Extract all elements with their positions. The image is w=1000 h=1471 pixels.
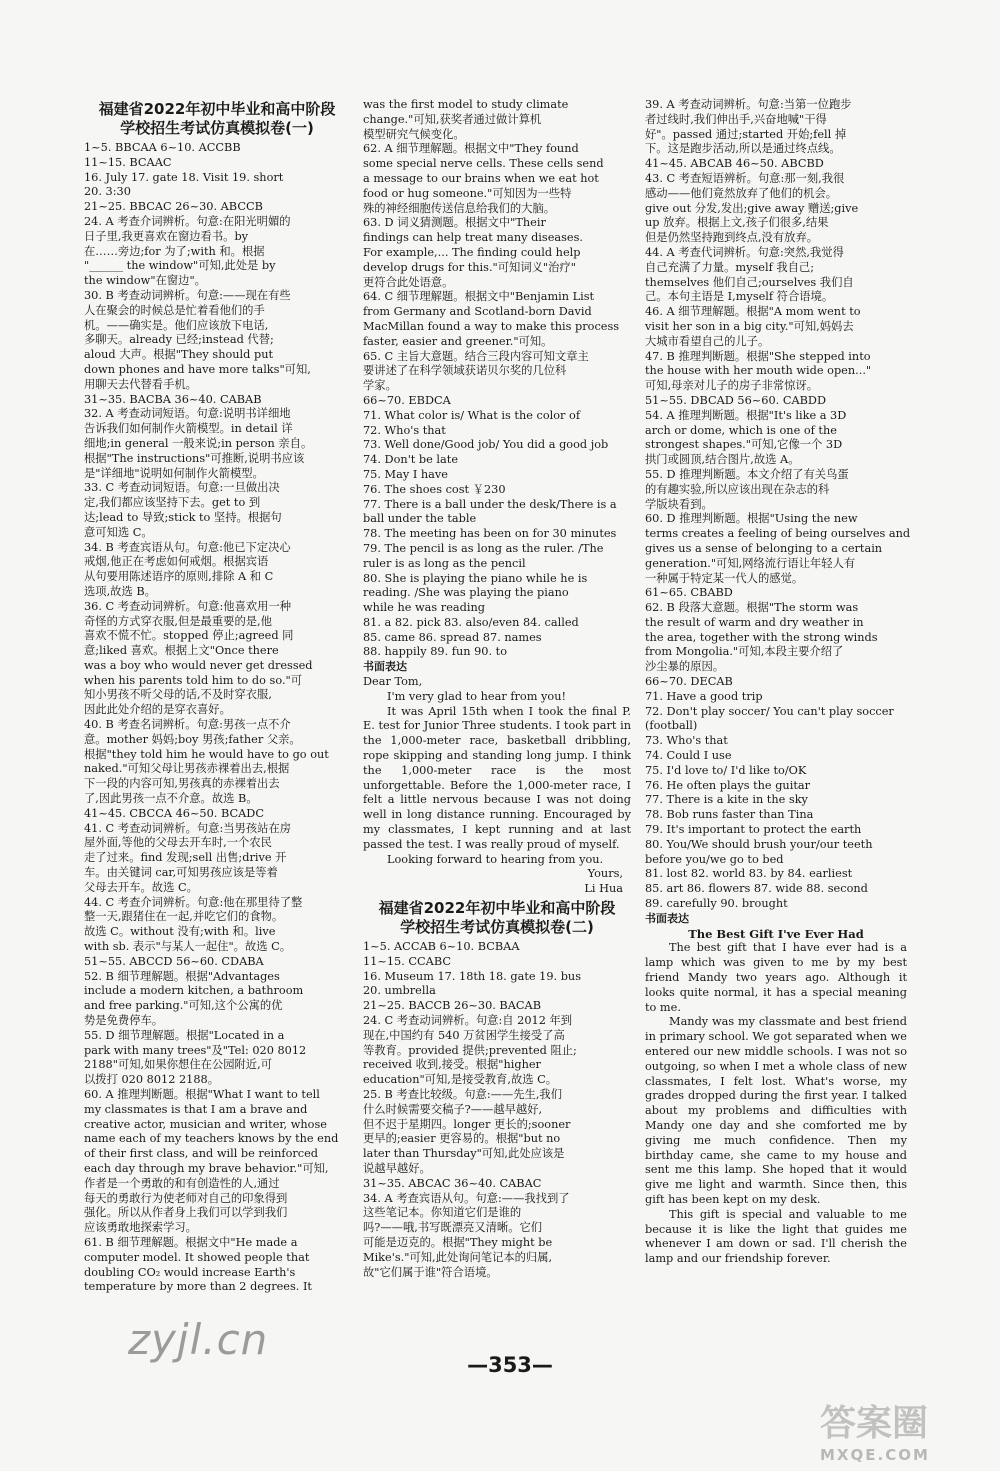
answer-line: 73. Well done/Good job/ You did a good job: [363, 438, 609, 452]
answer-line: develop drugs for this."可知词义"治疗": [363, 260, 576, 274]
answer-line: 可知,母亲对儿子的房子非常惊讶。: [645, 379, 819, 393]
answer-line: 11~15. BCAAC: [84, 155, 172, 169]
answer-line: 说越早越好。: [363, 1161, 431, 1175]
answer-line: 51~55. ABCCD 56~60. CDABA: [84, 954, 264, 968]
answer-list-3: [363, 940, 631, 1280]
answer-line: 34. B 考查宾语从句。句意:他已下定决心: [84, 540, 291, 554]
answer-line: 20. 3:30: [84, 185, 131, 199]
answer-line: 但不迟于星期四。longer 更长的;sooner: [363, 1117, 571, 1131]
answer-line: 79. The pencil is as long as the ruler. /The: [363, 541, 604, 555]
answer-line: 选项,故选 B。: [84, 584, 156, 598]
answer-line: 了,因此男孩一点不介意。故选 B。: [84, 792, 258, 806]
answer-line: 24. C 考查动词辨析。句意:自 2012 年到: [363, 1014, 573, 1028]
answer-line: 但是仍然坚持跑到终点,没有放弃。: [645, 231, 819, 245]
answer-list-2: [363, 98, 631, 660]
answer-line: education"可知,是接受教育,故选 C。: [363, 1073, 558, 1087]
answer-line: each day through my brave behavior."可知,: [84, 1161, 329, 1175]
answer-line: before you/we go to bed: [645, 852, 784, 866]
exam-title-1: 福建省2022年初中毕业和高中阶段 学校招生考试仿真模拟卷(一): [98, 100, 336, 137]
answer-line: 什么时候需要交稿子?——越早越好,: [363, 1102, 543, 1116]
answer-line: food or hug someone."可知因为一些特: [363, 186, 572, 200]
answer-line: MacMillan found a way to make this process: [363, 319, 620, 333]
answer-line: 沙尘暴的原因。: [645, 660, 725, 674]
column-left: [84, 98, 350, 1295]
answer-line: themselves 他们自己;ourselves 我们自: [645, 275, 854, 289]
answer-line: 人在聚会的时候总是忙着看他们的手: [84, 303, 265, 317]
answer-line: 77. There is a kite in the sky: [645, 793, 808, 807]
answer-line: 46. A 细节理解题。根据"A mom went to: [645, 305, 861, 319]
answer-line: 下一段的内容可知,男孩真的赤裸着出去: [84, 777, 280, 791]
answer-line: 现在,中国约有 540 万贫困学生接受了高: [363, 1028, 565, 1042]
answer-line: 74. Don't be late: [363, 453, 459, 467]
answer-list-4: [645, 98, 911, 912]
answer-line: 多聊天。already 已经;instead 代替;: [84, 333, 274, 347]
answer-line: 故"它们属于谁"符合语境。: [363, 1265, 498, 1279]
answer-line: give out 分发,发出;give away 赠送;give: [645, 201, 859, 215]
answer-line: 者过线时,我们伸出手,兴奋地喊"干得: [645, 112, 827, 126]
answer-line: 36. C 考查动词辨析。句意:他喜欢用一种: [84, 599, 292, 613]
answer-line: 85. art 86. flowers 87. wide 88. second: [645, 882, 868, 896]
answer-line: 达;lead to 导致;stick to 坚持。根据句: [84, 510, 282, 524]
answer-line: while he was reading: [363, 601, 485, 615]
answer-line: Mike's."可知,此处询问笔记本的归属,: [363, 1250, 553, 1264]
answer-line: 更早的;easier 更容易的。根据"but no: [363, 1132, 561, 1146]
answer-line: 34. A 考查宾语从句。句意:——我找到了: [363, 1191, 570, 1205]
answer-line: 31~35. BACBA 36~40. CABAB: [84, 392, 262, 406]
answer-line: 78. The meeting has been on for 30 minutes: [363, 527, 617, 541]
answer-line: 16. July 17. gate 18. Visit 19. short: [84, 170, 284, 184]
answer-line: later than Thursday"可知,此处应该是: [363, 1147, 565, 1161]
answer-line: 从句要用陈述语序的原则,排除 A 和 C: [84, 570, 274, 584]
column-right: [645, 98, 911, 1267]
answer-line: when his parents told him to do so."可: [84, 673, 303, 687]
answer-line: the area, together with the strong winds: [645, 630, 878, 644]
answer-line: 整一天,跟猪住在一起,并吃它们的食物。: [84, 910, 284, 924]
answer-line: of their first class, and will be reinforced: [84, 1147, 319, 1161]
answer-line: 好"。passed 通过;started 开始;fell 掉: [645, 127, 847, 141]
answer-line: my classmates is that I am a brave and: [84, 1102, 308, 1116]
answer-line: 的有趣实验,所以应该出现在杂志的科: [645, 482, 830, 496]
letter-signature: Li Hua: [584, 882, 623, 896]
answer-line: findings can help treat many diseases.: [363, 231, 583, 245]
answer-line: 喜欢不慌不忙。stopped 停止;agreed 同: [84, 629, 294, 643]
answer-line: 88. happily 89. fun 90. to: [363, 645, 508, 659]
answer-line: 在……旁边;for 为了;with 和。根据: [84, 244, 265, 258]
answer-line: 21~25. BBCAC 26~30. ABCCB: [84, 200, 263, 214]
answer-line: 31~35. ABCAC 36~40. CABAC: [363, 1176, 542, 1190]
answer-line: 25. B 考查比较级。句意:——先生,我们: [363, 1088, 563, 1101]
answer-line: 根据"they told him he would have to go out: [84, 747, 329, 761]
watermark-url: MXQE.COM: [820, 1446, 930, 1464]
essay-paragraph: Mandy was my classmate and best friend in primary school. We got separated when we entered our new middle schools. I was not so outgoing, so when I met a whole class of new classmates, I felt lost. What's worse, my grades dropped during the first year. I talked about my problems and difficulties with Mandy one day and she comforted me by giving me much confidence. Then my birthday came, she came to my house and sent me this lamp. She hoped that it would give me light and warmth. Since then, this gift has been kept on my desk.: [645, 1015, 907, 1206]
answer-line: 32. A 考查动词短语。句意:说明书详细地: [84, 407, 291, 421]
answer-line: terms creates a feeling of being ourselves and: [645, 527, 911, 541]
answer-line: 以拨打 020 8012 2188。: [84, 1073, 220, 1087]
column-middle: [363, 98, 631, 1280]
page-number: —353—: [467, 1353, 553, 1377]
answer-list-1: [84, 141, 350, 1295]
answer-line: 16. Museum 17. 18th 18. gate 19. bus: [363, 969, 582, 983]
answer-line: 66~70. EBDCA: [363, 393, 451, 407]
answer-line: 机。——确实是。他们应该放下电话,: [84, 318, 269, 332]
watermark-logo: [820, 1395, 990, 1465]
answer-line: 己。本句主语是 I,myself 符合语境。: [645, 290, 834, 304]
answer-line: ball under the table: [363, 512, 477, 526]
letter-closing: Yours,: [587, 867, 623, 881]
answer-line: 24. A 考查介词辨析。句意:在阳光明媚的: [84, 214, 291, 228]
answer-line: strongest shapes."可知,它像一个 3D: [645, 438, 843, 452]
answer-line: 80. She is playing the piano while he is: [363, 571, 588, 585]
letter: [363, 675, 631, 897]
answer-line: 43. C 考查短语辨析。句意:那一刻,我很: [645, 171, 845, 185]
answer-line: 41~45. CBCCA 46~50. BCADC: [84, 806, 265, 820]
answer-line: 33. C 考查动词短语。句意:一旦做出决: [84, 481, 280, 495]
answer-line: 意;liked 喜欢。根据上文"Once there: [84, 644, 279, 658]
answer-line: naked."可知父母让男孩赤裸着出去,根据: [84, 762, 290, 776]
answer-line: 车。由关键词 car,可知男孩应该是等着: [84, 866, 278, 880]
answer-line: 屋外面,等他的父母去开车时,一个农民: [84, 836, 272, 850]
answer-line: 75. I'd love to/ I'd like to/OK: [645, 763, 807, 777]
answer-line: 30. B 考查动词辨析。句意:——现在有些: [84, 288, 291, 302]
answer-line: generation."可知,网络流行语让年轻人有: [645, 556, 856, 570]
answer-line: up 放弃。根据上文,孩子们很多,结果: [645, 216, 829, 230]
answer-line: 64. C 细节理解题。根据文中"Benjamin List: [363, 290, 595, 304]
answer-line: 1~5. ACCAB 6~10. BCBAA: [363, 940, 520, 954]
answer-line: received 收到,接受。根据"higher: [363, 1058, 541, 1072]
answer-line: 要讲述了在科学领域获诺贝尔奖的几位科: [363, 364, 567, 378]
answer-line: was a boy who would never get dressed: [84, 658, 313, 672]
letter-paragraph: It was April 15th when I took the final P. E. test for Junior Three students. I took part in the 1,000-meter race, basketball dribbling, rope skipping and standing long jump. I think the 1,000-meter race is the most unforgettable. Before the 1,000-meter race, I felt a little nervous because I was not doing well in long distance running. Encouraged by my classmates, I kept running and at last passed the test. I was really proud of myself.: [363, 704, 631, 851]
answer-line: park with many trees"及"Tel: 020 8012: [84, 1043, 307, 1057]
answer-line: 71. Have a good trip: [645, 689, 763, 703]
answer-line: faster, easier and greener."可知。: [363, 334, 553, 348]
answer-line: 76. He often plays the guitar: [645, 778, 810, 792]
answer-line: 11~15. CCABC: [363, 954, 451, 968]
answer-line: 81. a 82. pick 83. also/even 84. called: [363, 615, 579, 629]
essay: [645, 941, 907, 1267]
answer-line: arch or dome, which is one of the: [645, 423, 837, 437]
answer-line: some special nerve cells. These cells send: [363, 157, 604, 171]
answer-line: 60. A 推理判断题。根据"What I want to tell: [84, 1088, 320, 1101]
answer-line: 55. D 细节理解题。根据"Located in a: [84, 1028, 285, 1042]
answer-line: (football): [645, 719, 698, 733]
answer-line: include a modern kitchen, a bathroom: [84, 984, 304, 998]
answer-line: 更符合此处语意。: [363, 275, 454, 289]
letter-greeting: Dear Tom,: [363, 675, 423, 689]
answer-line: 细地;in general 一般来说;in person 亲自。: [84, 436, 313, 450]
answer-line: 44. A 考查代词辨析。句意:突然,我觉得: [645, 245, 844, 259]
answer-line: gives us a sense of belonging to a certain: [645, 541, 883, 555]
answer-line: 51~55. DBCAD 56~60. CABDD: [645, 393, 827, 407]
answer-line: 戒烟,他正在考虑如何戒烟。根据宾语: [84, 555, 269, 569]
essay-paragraph: This gift is special and valuable to me because it is like the light that guides me whenever I am down or sad. I'll cherish the lamp and our friendship forever.: [645, 1207, 907, 1266]
answer-line: 44. C 考查介词辨析。句意:他在那里待了整: [84, 895, 303, 909]
answer-line: reading. /She was playing the piano: [363, 586, 569, 600]
answer-line: 55. D 推理判断题。本文介绍了有关鸟蛋: [645, 467, 849, 481]
answer-line: 作者是一个勇敢的和有创造性的人,通过: [84, 1176, 280, 1190]
watermark-stamp: 答案圈: [820, 1403, 929, 1444]
answer-line: 日子里,我更喜欢在窗边看书。by: [84, 229, 249, 243]
answer-line: 77. There is a ball under the desk/There is a: [363, 497, 617, 511]
answer-line: 父母去开车。故选 C。: [84, 880, 198, 894]
answer-line: 感动——他们竟然放弃了他们的机会。: [645, 186, 838, 200]
answer-line: 下。这是跑步活动,所以是通过终点线。: [645, 142, 841, 156]
answer-line: down phones and have more talks"可知,: [84, 362, 311, 376]
answer-line: 学家。: [363, 379, 397, 393]
answer-line: 可能是迈克的。根据"They might be: [363, 1235, 553, 1249]
answer-line: 告诉我们如何制作火箭模型。in detail 详: [84, 422, 293, 436]
answer-line: with sb. 表示"与某人一起住"。故选 C。: [84, 940, 292, 954]
answer-line: 定,我们都应该坚持下去。get to 到: [84, 496, 261, 510]
answer-line: 故选 C。without 没有;with 和。live: [84, 925, 276, 939]
answer-line: 65. C 主旨大意题。结合三段内容可知文章主: [363, 349, 589, 363]
answer-line: 73. Who's that: [645, 734, 728, 748]
answer-line: 66~70. DECAB: [645, 675, 733, 689]
essay-title: The Best Gift I've Ever Had: [688, 926, 864, 941]
answer-line: 72. Don't play soccer/ You can't play soccer: [645, 704, 894, 718]
answer-line: 2188"可知,如果你想住在公园附近,可: [84, 1058, 272, 1072]
answer-line: 52. B 细节理解题。根据"Advantages: [84, 969, 280, 983]
essay-paragraph: The best gift that I have ever had is a lamp which was given to me by my best friend Mandy two years ago. Although it looks quite normal, it has a special meaning to me.: [645, 941, 907, 1014]
answer-line: from Mongolia."可知,本段主要介绍了: [645, 645, 844, 659]
answer-line: 一种属于特定某一代人的感觉。: [645, 571, 804, 585]
answer-line: 是"详细地"说明如何制作火箭模型。: [84, 466, 264, 480]
answer-line: 78. Bob runs faster than Tina: [645, 808, 814, 822]
answer-line: 85. came 86. spread 87. names: [363, 630, 542, 644]
answer-line: 根据"The instructions"可推断,说明书应该: [84, 451, 305, 465]
answer-line: 知小男孩不听父母的话,不及时穿衣服,: [84, 688, 272, 702]
answer-line: 每天的勇敢行为使老师对自己的印象得到: [84, 1191, 288, 1205]
letter-paragraph: I'm very glad to hear from you!: [387, 689, 567, 703]
answer-line: 80. You/We should brush your/our teeth: [645, 837, 873, 851]
watermark-site: zyjl.cn: [128, 1315, 269, 1364]
answer-line: 72. Who's that: [363, 423, 446, 437]
answer-line: 大城市看望自己的儿子。: [645, 334, 770, 348]
answer-line: 走了过来。find 发现;sell 出售;drive 开: [84, 851, 287, 865]
answer-line: from Germany and Scotland-born David: [363, 305, 592, 319]
answer-line: 41. C 考查动词辨析。句意:当男孩站在房: [84, 821, 292, 835]
answer-line: 学版块看到。: [645, 497, 713, 511]
answer-line: 强化。所以从作者身上我们可以学到我们: [84, 1206, 288, 1220]
answer-line: 1~5. BBCAA 6~10. ACCBB: [84, 141, 241, 154]
answer-line: 20. umbrella: [363, 984, 436, 998]
answer-line: 79. It's important to protect the earth: [645, 823, 862, 837]
answer-line: 75. May I have: [363, 467, 448, 481]
answer-line: "______ the window"可知,此处是 by: [84, 259, 276, 273]
writing-heading: 书面表达: [645, 911, 689, 925]
answer-line: 这些笔记本。你知道它们是谁的: [363, 1206, 522, 1220]
answer-line: 势是免费停车。: [84, 1014, 164, 1028]
answer-line: change."可知,获奖者通过做计算机: [363, 112, 542, 126]
answer-line: creative actor, musician and writer, whose: [84, 1117, 327, 1131]
answer-line: 用聊天去代替看手机。: [84, 377, 197, 391]
answer-line: 拱门或圆顶,结合图片,故选 A。: [645, 453, 800, 467]
writing-heading: 书面表达: [363, 660, 407, 674]
answer-line: 62. B 段落大意题。根据"The storm was: [645, 601, 859, 615]
answer-line: was the first model to study climate: [363, 98, 569, 111]
answer-line: 意。mother 妈妈;boy 男孩;father 父亲。: [84, 732, 301, 746]
answer-line: ruler is as long as the pencil: [363, 556, 526, 570]
answer-line: the result of warm and dry weather in: [645, 615, 864, 629]
answer-line: 模型研究气候变化。: [363, 127, 465, 141]
answer-line: computer model. It showed people that: [84, 1250, 310, 1264]
answer-line: name each of my teachers knows by the end: [84, 1132, 339, 1146]
answer-line: 61~65. CBABD: [645, 586, 733, 600]
exam-title-2: 福建省2022年初中毕业和高中阶段 学校招生考试仿真模拟卷(二): [378, 899, 616, 937]
answer-line: 殊的神经细胞传送信息给我们的大脑。: [363, 201, 556, 215]
answer-line: 61. B 细节理解题。根据文中"He made a: [84, 1235, 298, 1249]
letter-paragraph: Looking forward to hearing from you.: [387, 852, 604, 866]
answer-line: 62. A 细节理解题。根据文中"They found: [363, 142, 579, 156]
answer-line: 吗?——哦,书写既漂亮又清晰。它们: [363, 1221, 543, 1235]
answer-line: 39. A 考查动词辨析。句意:当第一位跑步: [645, 98, 852, 111]
answer-line: 81. lost 82. world 83. by 84. earliest: [645, 867, 853, 881]
answer-line: 自己充满了力量。myself 我自己;: [645, 260, 815, 274]
answer-line: a message to our brains when we eat hot: [363, 171, 599, 185]
answer-line: visit her son in a big city."可知,妈妈去: [645, 319, 854, 333]
answer-line: 21~25. BACCB 26~30. BACAB: [363, 999, 541, 1013]
answer-line: 47. B 推理判断题。根据"She stepped into: [645, 349, 871, 363]
answer-line: For example,... The finding could help: [363, 245, 581, 259]
answer-line: 等教育。provided 提供;prevented 阻止;: [363, 1043, 577, 1057]
answer-line: and free parking."可知,这个公寓的优: [84, 999, 283, 1013]
answer-line: 41~45. ABCAB 46~50. ABCBD: [645, 157, 824, 171]
answer-line: aloud 大声。根据"They should put: [84, 348, 274, 362]
answer-line: 意可知选 C。: [84, 525, 153, 539]
answer-line: 74. Could I use: [645, 749, 732, 763]
answer-line: 奇怪的方式穿衣服,但是最重要的是,他: [84, 614, 272, 628]
answer-line: 63. D 词义猜测题。根据文中"Their: [363, 216, 546, 230]
answer-line: 76. The shoes cost ￥230: [363, 482, 506, 496]
answer-line: temperature by more than 2 degrees. It: [84, 1280, 312, 1294]
answer-line: 40. B 考查名词辨析。句意:男孩一点不介: [84, 718, 291, 732]
answer-line: 因此此处介绍的是穿衣喜好。: [84, 703, 231, 717]
answer-line: the house with her mouth wide open...": [645, 364, 872, 378]
answer-line: 71. What color is/ What is the color of: [363, 408, 581, 422]
answer-line: 60. D 推理判断题。根据"Using the new: [645, 512, 858, 526]
answer-line: 89. carefully 90. brought: [645, 897, 788, 911]
answer-line: 应该勇敢地探索学习。: [84, 1221, 197, 1235]
answer-line: doubling CO₂ would increase Earth's: [84, 1265, 296, 1279]
answer-line: the window"在窗边"。: [84, 274, 206, 288]
answer-line: 54. A 推理判断题。根据"It's like a 3D: [645, 408, 847, 422]
